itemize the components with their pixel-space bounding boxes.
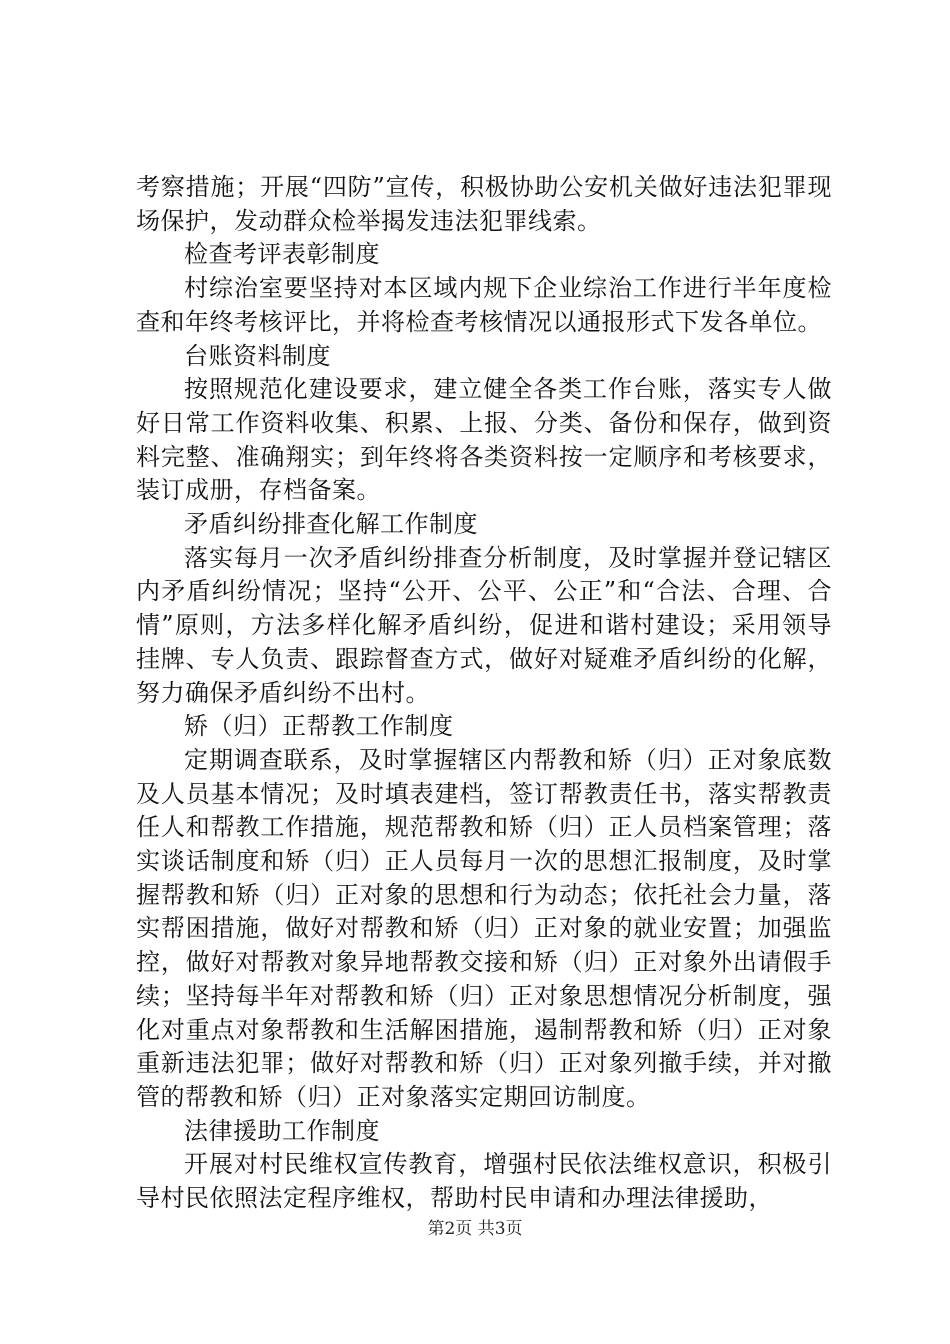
section-heading-ledger: 台账资料制度 [184,341,331,370]
section-heading-correction: 矫（归）正帮教工作制度 [184,712,454,741]
paragraph-ledger: 按照规范化建设要求，建立健全各类工作台账，落实专人做好日常工作资料收集、积累、上报、分类、备份和保存，做到资料完整、准确翔实；到年终将各类资料按一定顺序和考核要求，装订成册，存档备案。 [136,375,832,505]
paragraph-dispute: 落实每月一次矛盾纠纷排查分析制度，及时掌握并登记辖区内矛盾纠纷情况；坚持“公开、公平、公正”和“合法、合理、合情”原则，方法多样化解矛盾纠纷，促进和谐村建设；采用领导挂牌、专人负责、跟踪督查方式，做好对疑难矛盾纠纷的化解，努力确保矛盾纠纷不出村。 [136,543,832,707]
section-heading-legal-aid: 法律援助工作制度 [184,1116,380,1145]
paragraph-inspection: 村综治室要坚持对本区域内规下企业综治工作进行半年度检查和年终考核评比，并将检查考核情况以通报形式下发各单位。 [136,274,832,336]
page-number-footer: 第2页 共3页 [427,1219,523,1239]
document-body [136,171,832,1216]
paragraph-correction: 定期调查联系，及时掌握辖区内帮教和矫（归）正对象底数及人员基本情况；及时填表建档，签订帮教责任书，落实帮教责任人和帮教工作措施，规范帮教和矫（归）正人员档案管理；落实谈话制度和矫（归）正人员每月一次的思想汇报制度，及时掌握帮教和矫（归）正对象的思想和行为动态；依托社会力量，落实帮困措施，做好对帮教和矫（归）正对象的就业安置；加强监控，做好对帮教对象异地帮教交接和矫（归）正对象外出请假手续；坚持每半年对帮教和矫（归）正对象思想情况分析制度，强化对重点对象帮教和生活解困措施，遏制帮教和矫（归）正对象重新违法犯罪；做好对帮教和矫（归）正对象列撤手续，并对撤管的帮教和矫（归）正对象落实定期回访制度。 [136,745,832,1111]
paragraph-legal-aid: 开展对村民维权宣传教育，增强村民依法维权意识，积极引导村民依照法定程序维权，帮助村民申请和办理法律援助， [136,1150,832,1213]
section-heading-dispute: 矛盾纠纷排查化解工作制度 [184,510,478,539]
paragraph-intro: 考察措施；开展“四防”宣传，积极协助公安机关做好违法犯罪现场保护，发动群众检举揭发违法犯罪线索。 [136,173,832,235]
section-heading-inspection: 检查考评表彰制度 [184,240,380,269]
